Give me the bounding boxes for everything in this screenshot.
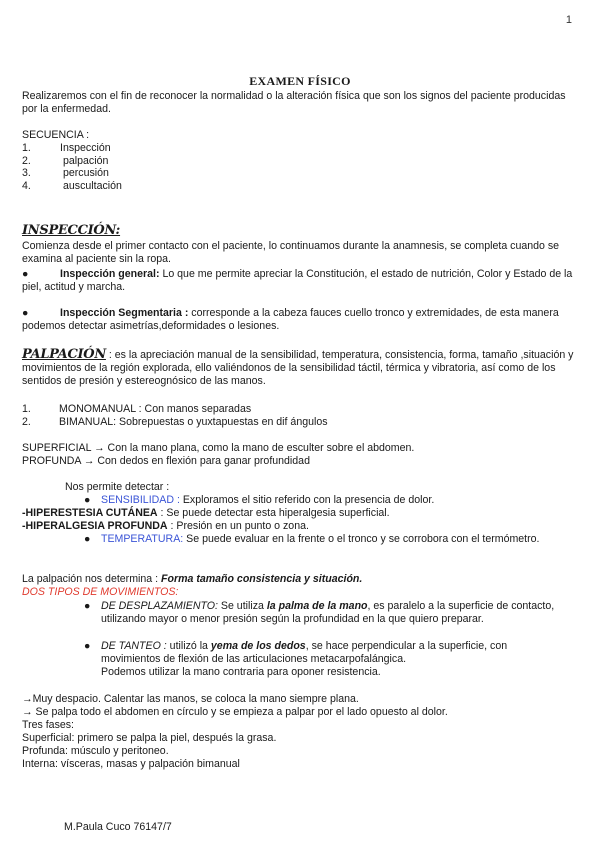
inspeccion-heading: INSPECCIÓN: (22, 223, 121, 238)
inspeccion-segmentaria-item: ● Inspección Segmentaria : corresponde a la cabeza fauces cuello tronco y extremidades, de esta manera podemos detectar asimetrías,deformidades o lesiones. (22, 307, 559, 332)
palpacion-heading: PALPACIÓN (22, 347, 106, 362)
page-number: 1 (565, 14, 572, 26)
bullet-icon: ● (84, 600, 91, 612)
note-line: Tres fases: (22, 719, 75, 731)
page-title: EXAMEN FÍSICO (249, 74, 351, 88)
inspeccion-general-item: ● Inspección general: Lo que me permite apreciar la Constitución, el estado de nutrición, Color y Estado de la piel, actitud y marcha. (22, 268, 573, 293)
tipos-movimientos-label: DOS TIPOS DE MOVIMIENTOS: (22, 586, 179, 598)
note-line: Profunda: músculo y peritoneo. (22, 745, 169, 757)
desplazamiento-item: ● DE DESPLAZAMIENTO: Se utiliza la palma de la mano, es paralelo a la superficie de contacto, utilizando mayor o menor presión según la profundidad en la que quiero preparar. (84, 600, 555, 625)
bullet-icon: ● (84, 494, 91, 506)
note-line: Superficial: primero se palpa la piel, después la grasa. (22, 732, 277, 744)
hiperalgesia-line: -HIPERALGESIA PROFUNDA : Presión en un punto o zona. (22, 520, 309, 532)
note-line: →Muy despacio. Calentar las manos, se coloca la mano siempre plana. (22, 693, 359, 705)
secuencia-item: 4. auscultación (22, 180, 122, 192)
hiperestesia-line: -HIPERESTESIA CUTÁNEA : Se puede detectar esta hiperalgesia superficial. (22, 507, 390, 519)
palpacion-type: 1. MONOMANUAL : Con manos separadas (22, 403, 252, 415)
palpacion-type: 2. BIMANUAL: Sobrepuestas o yuxtapuestas en dif ángulos (22, 416, 328, 428)
determina-line: La palpación nos determina : Forma tamaño consistencia y situación. (22, 573, 363, 585)
footer-author: M.Paula Cuco 76147/7 (64, 821, 172, 833)
inspeccion-paragraph: Comienza desde el primer contacto con el paciente, lo continuamos durante la anamnesis, se completa cuando se examina al paciente sin la ropa. (22, 240, 560, 265)
temperatura-item: ● TEMPERATURA: Se puede evaluar en la frente o el tronco y se corrobora con el termómetro. (84, 533, 540, 545)
tanteo-extra: Podemos utilizar la mano contraria para oponer resistencia. (101, 666, 381, 678)
secuencia-item: 2. palpación (22, 155, 109, 167)
detect-label: Nos permite detectar : (65, 481, 170, 493)
sensibilidad-item: ● SENSIBILIDAD : Exploramos el sitio referido con la presencia de dolor. (84, 494, 435, 506)
palpacion-paragraph: PALPACIÓN : es la apreciación manual de la sensibilidad, temperatura, consistencia, forma, tamaño ,situación y movimientos de la región explorada, ello valiéndonos de la sensibilidad táctil, térmica y vibratoria, así como de los sentidos de presión y estereognósico de las manos. (22, 347, 574, 387)
intro-paragraph: Realizaremos con el fin de reconocer la normalidad o la alteración física que son los signos del paciente producidas por la enfermedad. (22, 90, 566, 115)
bullet-icon: ● (84, 640, 91, 652)
profunda-line: PROFUNDA → Con dedos en flexión para ganar profundidad (22, 455, 310, 467)
note-line: Interna: vísceras, masas y palpación bimanual (22, 758, 240, 770)
superficial-line: SUPERFICIAL → Con la mano plana, como la mano de esculter sobre el abdomen. (22, 442, 415, 454)
secuencia-label: SECUENCIA : (22, 129, 90, 141)
bullet-icon: ● (22, 307, 29, 319)
tanteo-item: ● DE TANTEO : utilizó la yema de los dedos, se hace perpendicular a la superficie, con movimientos de flexión de las articulaciones metacarpofalángica. (84, 640, 508, 665)
secuencia-item: 3. percusión (22, 167, 109, 179)
bullet-icon: ● (84, 533, 91, 545)
bullet-icon: ● (22, 268, 29, 280)
secuencia-item: 1. Inspección (22, 142, 111, 154)
note-line: → Se palpa todo el abdomen en círculo y se empieza a palpar por el lado opuesto al dolor. (22, 706, 448, 718)
